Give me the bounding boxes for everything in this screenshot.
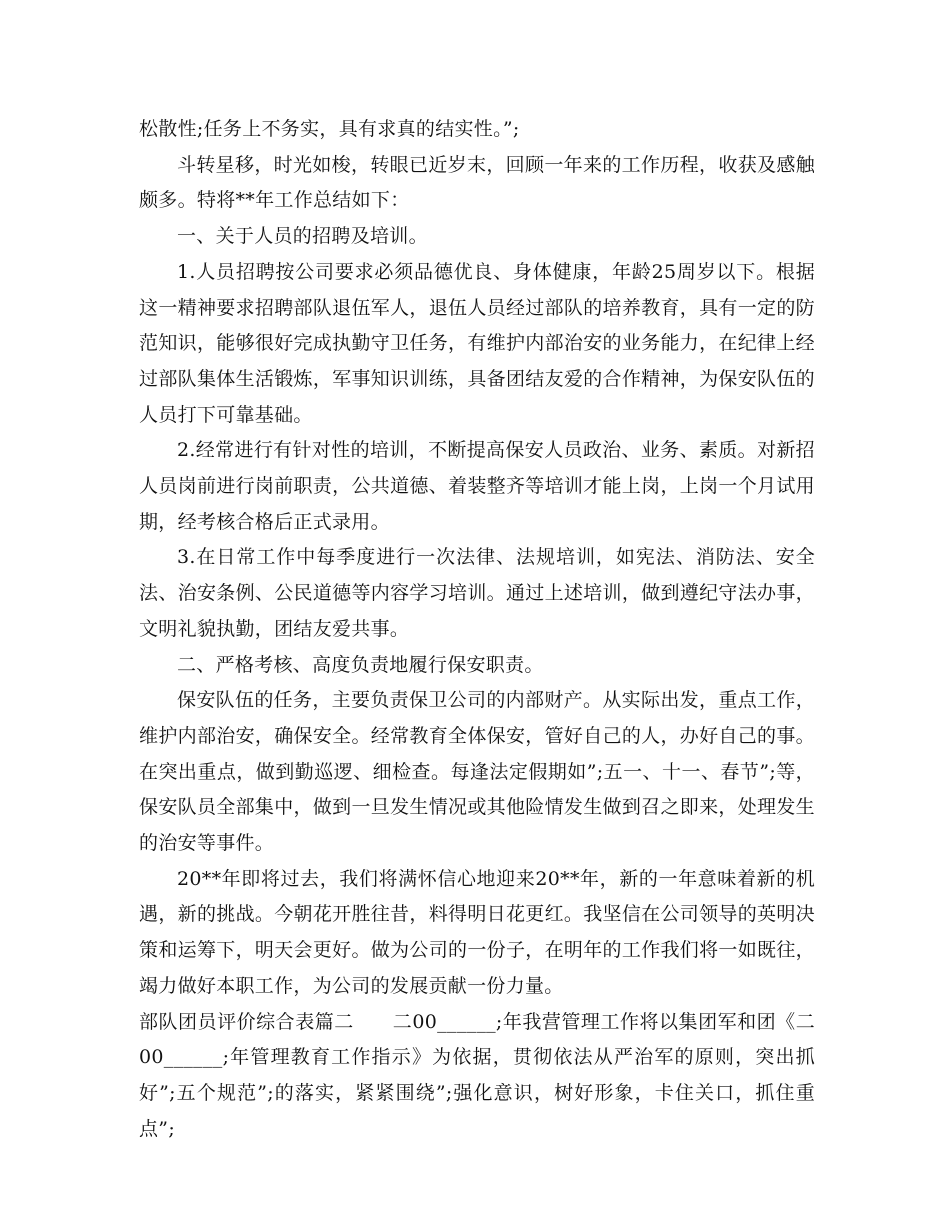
paragraph-part-two: 部队团员评价综合表篇二 二00______;年我营管理工作将以集团军和团《二00______;年管理教育工作指示》为依据，贯彻依法从严治军的原则，突出抓好”;五个规范”;的落实，紧紧围绕”;强化意识，树好形象，卡住关口，抓住重点”; xyxy=(139,1010,815,1140)
paragraph-item-3: 3.在日常工作中每季度进行一次法律、法规培训，如宪法、消防法、安全法、治安条例、公民道德等内容学习培训。通过上述培训，做到遵纪守法办事，文明礼貌执勤，团结友爱共事。 xyxy=(139,546,815,640)
section-heading-duties: 二、严格考核、高度负责地履行保安职责。 xyxy=(177,653,544,676)
section-heading-recruitment: 一、关于人员的招聘及培训。 xyxy=(177,225,428,248)
paragraph-intro: 斗转星移，时光如梭，转眼已近岁末，回顾一年来的工作历程，收获及感触颇多。特将**年工作总结如下： xyxy=(139,153,815,212)
paragraph-item-1: 1.人员招聘按公司要求必须品德优良、身体健康，年龄25周岁以下。根据这一精神要求招聘部队退伍军人，退伍人员经过部队的培养教育，具有一定的防范知识，能够很好完成执勤守卫任务，有维护内部治安的业务能力，在纪律上经过部队集体生活锻炼，军事知识训练，具备团结友爱的合作精神，为保安队伍的人员打下可靠基础。 xyxy=(139,260,815,426)
document-body xyxy=(139,112,815,1147)
paragraph-duties: 保安队伍的任务，主要负责保卫公司的内部财产。从实际出发，重点工作，维护内部治安，确保安全。经常教育全体保安，管好自己的人，办好自己的事。在突出重点，做到勤巡逻、细检查。每逢法定假期如”;五一、十一、春节”;等，保安队员全部集中，做到一旦发生情况或其他险情发生做到召之即来，处理发生的治安等事件。 xyxy=(139,689,815,855)
paragraph-continuation: 松散性;任务上不务实，具有求真的结实性。”; xyxy=(139,118,520,140)
paragraph-item-2: 2.经常进行有针对性的培训，不断提高保安人员政治、业务、素质。对新招人员岗前进行岗前职责，公共道德、着装整齐等培训才能上岗，上岗一个月试用期，经考核合格后正式录用。 xyxy=(139,439,815,533)
paragraph-outlook: 20**年即将过去，我们将满怀信心地迎来20**年，新的一年意味着新的机遇，新的挑战。今朝花开胜往昔，料得明日花更红。我坚信在公司领导的英明决策和运筹下，明天会更好。做为公司的一份子，在明年的工作我们将一如既往，竭力做好本职工作，为公司的发展贡献一份力量。 xyxy=(139,867,815,997)
